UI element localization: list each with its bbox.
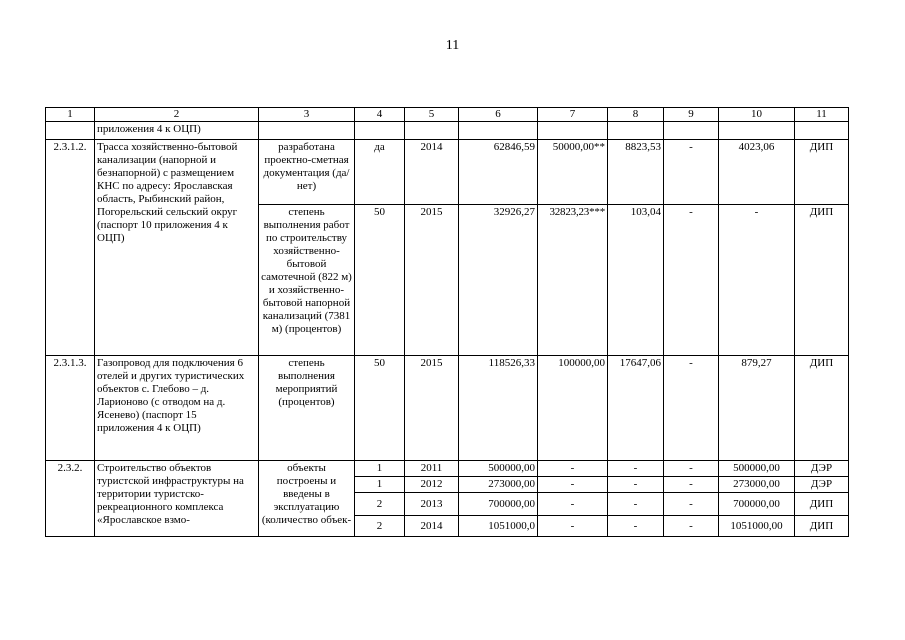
total-cell: 118526,33 <box>459 356 538 461</box>
amount-cell: - <box>664 356 719 461</box>
total-cell: 700000,00 <box>459 493 538 516</box>
table-row <box>46 356 849 461</box>
amount-cell: - <box>664 516 719 537</box>
indicator-cell: разработана проектно-сметная документация (да/нет) <box>259 140 355 205</box>
amount-cell: 879,27 <box>719 356 795 461</box>
indicator-cell: степень выполнения работ по строительству хозяйственно-бытовой самотечной (822 м) и хозяйственно-бытовой напорной канализаций (7381 м) (процентов) <box>259 205 355 356</box>
code-cell: 2.3.1.2. <box>46 140 95 356</box>
year-cell: 2014 <box>405 140 459 205</box>
header-row <box>46 108 849 122</box>
value-cell: 50 <box>355 356 405 461</box>
amount-cell: 273000,00 <box>719 477 795 493</box>
table-row <box>46 122 849 140</box>
year-cell: 2013 <box>405 493 459 516</box>
agency-cell: ДЭР <box>795 461 849 477</box>
total-cell: 500000,00 <box>459 461 538 477</box>
value-cell: 2 <box>355 493 405 516</box>
table-row <box>46 461 849 477</box>
indicator-cell: степень выполнения мероприятий (процентов) <box>259 356 355 461</box>
agency-cell: ДИП <box>795 356 849 461</box>
name-cell: Трасса хозяйственно-бытовой канализации (напорной и безнапорной) с размещением КНС по адресу: Ярославская область, Рыбинский район, Погорельский сельский округ (паспорт 10 приложения 4 к ОЦП) <box>95 140 259 356</box>
page-number: 11 <box>445 38 460 53</box>
agency-cell: ДИП <box>795 493 849 516</box>
year-cell: 2011 <box>405 461 459 477</box>
header-cell: 4 <box>355 108 405 122</box>
value-cell: 2 <box>355 516 405 537</box>
amount-cell: - <box>538 461 608 477</box>
amount-cell: 1051000,00 <box>719 516 795 537</box>
header-cell: 6 <box>459 108 538 122</box>
value-cell: 1 <box>355 477 405 493</box>
header-cell: 2 <box>95 108 259 122</box>
amount-cell: - <box>608 493 664 516</box>
value-cell: да <box>355 140 405 205</box>
amount-cell: - <box>538 493 608 516</box>
header-cell: 9 <box>664 108 719 122</box>
total-cell: 273000,00 <box>459 477 538 493</box>
code-cell: 2.3.2. <box>46 461 95 537</box>
amount-cell: 4023,06 <box>719 140 795 205</box>
amount-cell: 103,04 <box>608 205 664 356</box>
value-cell: 1 <box>355 461 405 477</box>
amount-cell: - <box>608 516 664 537</box>
budget-table <box>45 107 849 537</box>
amount-cell: 17647,06 <box>608 356 664 461</box>
agency-cell: ДЭР <box>795 477 849 493</box>
name-cell: Газопровод для подключения 6 отелей и других туристических объектов с. Глебово – д. Ларионово (с отводом на д. Ясенево) (паспорт 15 приложения 4 к ОЦП) <box>95 356 259 461</box>
total-cell: 1051000,0 <box>459 516 538 537</box>
header-cell: 8 <box>608 108 664 122</box>
amount-cell: - <box>664 477 719 493</box>
indicator-cell: объекты построены и введены в эксплуатацию (количество объек- <box>259 461 355 537</box>
amount-cell: - <box>664 205 719 356</box>
total-cell: 32926,27 <box>459 205 538 356</box>
amount-cell: - <box>608 461 664 477</box>
amount-cell: - <box>664 140 719 205</box>
amount-cell: 500000,00 <box>719 461 795 477</box>
amount-cell: 700000,00 <box>719 493 795 516</box>
header-cell: 7 <box>538 108 608 122</box>
year-cell: 2012 <box>405 477 459 493</box>
code-cell <box>46 122 95 140</box>
header-cell: 3 <box>259 108 355 122</box>
amount-cell: - <box>719 205 795 356</box>
amount-cell: 50000,00** <box>538 140 608 205</box>
header-cell: 5 <box>405 108 459 122</box>
code-cell: 2.3.1.3. <box>46 356 95 461</box>
agency-cell: ДИП <box>795 140 849 205</box>
year-cell: 2014 <box>405 516 459 537</box>
name-cell: приложения 4 к ОЦП) <box>95 122 259 140</box>
table-row <box>46 140 849 205</box>
amount-cell: - <box>538 516 608 537</box>
amount-cell: - <box>538 477 608 493</box>
amount-cell: 8823,53 <box>608 140 664 205</box>
name-cell: Строительство объектов туристской инфраструктуры на территории туристско-рекреационного комплекса «Ярославское взмо- <box>95 461 259 537</box>
year-cell: 2015 <box>405 205 459 356</box>
total-cell: 62846,59 <box>459 140 538 205</box>
amount-cell: - <box>664 493 719 516</box>
agency-cell: ДИП <box>795 516 849 537</box>
header-cell: 1 <box>46 108 95 122</box>
amount-cell: 100000,00 <box>538 356 608 461</box>
amount-cell: 32823,23*** <box>538 205 608 356</box>
header-cell: 10 <box>719 108 795 122</box>
header-cell: 11 <box>795 108 849 122</box>
year-cell: 2015 <box>405 356 459 461</box>
value-cell: 50 <box>355 205 405 356</box>
amount-cell: - <box>664 461 719 477</box>
amount-cell: - <box>608 477 664 493</box>
agency-cell: ДИП <box>795 205 849 356</box>
